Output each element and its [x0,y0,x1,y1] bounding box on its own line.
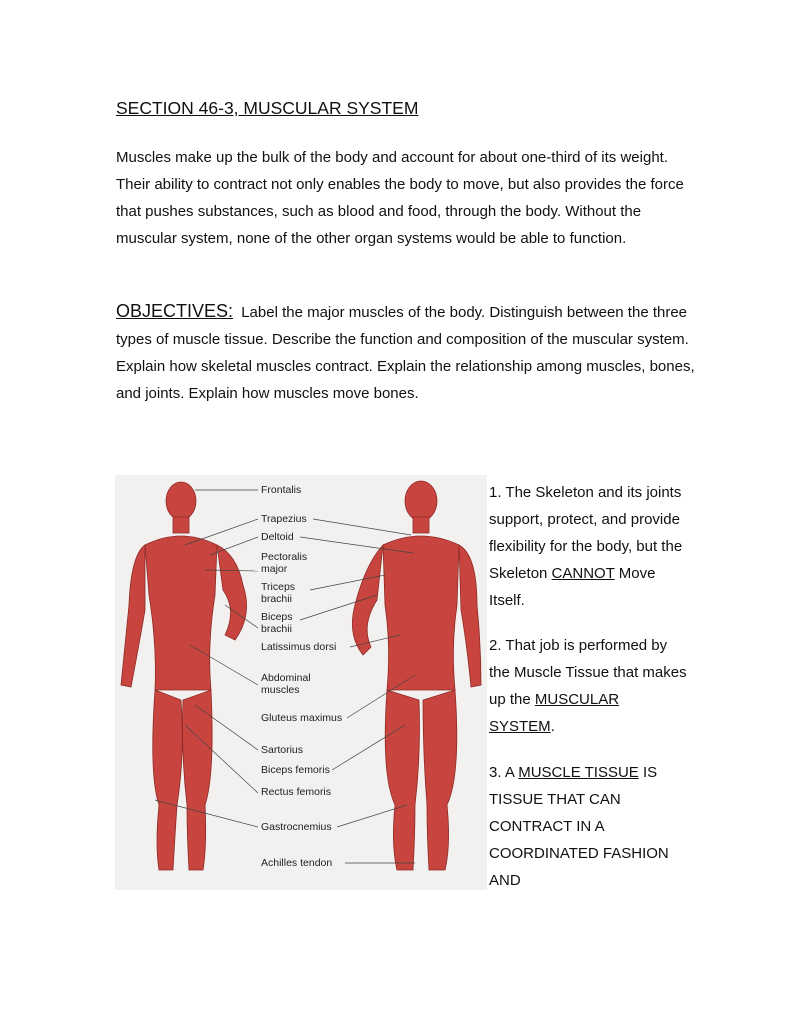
point-1-emphasis: CANNOT [551,565,615,582]
point-2 [489,632,689,740]
objectives-text: Label the major muscles of the body. Distinguish between the three types of muscle tissue. Describe the function and composition of the muscular system. Explain how skeletal muscles contract. Explain the relationship among muscles, bones, and joints. Explain how muscles move bones. [116,304,695,402]
label-abdominal-muscles: Abdominal muscles [261,672,311,696]
label-latissimus-dorsi: Latissimus dorsi [261,641,337,653]
label-gastrocnemius: Gastrocnemius [261,821,332,833]
label-biceps-femoris: Biceps femoris [261,764,330,776]
point-1-text: 1. The Skeleton and its joints support, protect, and provide flexibility for the body, but the Skeleton [489,484,683,582]
label-triceps-brachii: Triceps brachii [261,581,296,605]
label-pectoralis-major: Pectoralis major [261,551,308,575]
point-2-tail: . [550,718,555,735]
muscular-system-figure [115,475,487,890]
label-sartorius: Sartorius [261,744,304,756]
objectives-heading: OBJECTIVES: [116,301,234,321]
point-1-tail: Move Itself. [489,565,656,609]
label-rectus-femoris: Rectus femoris [261,786,332,798]
label-frontalis: Frontalis [261,484,302,496]
label-gluteus-maximus: Gluteus maximus [261,712,343,724]
label-biceps-brachii: Biceps brachii [261,611,293,635]
section-title: SECTION 46-3, MUSCULAR SYSTEM [116,98,419,118]
point-1 [489,479,689,614]
point-2-emphasis: MUSCULAR SYSTEM [489,691,620,735]
point-3-emphasis: MUSCLE TISSUE [518,764,639,781]
point-3-tail: IS TISSUE THAT CAN CONTRACT IN A COORDINATED FASHION AND [489,764,669,889]
label-deltoid: Deltoid [261,531,294,543]
label-trapezius: Trapezius [261,513,307,525]
objectives-paragraph [116,298,696,407]
point-3 [489,759,689,894]
point-2-text: 2. That job is performed by the Muscle Tissue that makes up the [489,637,687,708]
label-achilles-tendon: Achilles tendon [261,857,333,869]
intro-paragraph: Muscles make up the bulk of the body and account for about one-third of its weight. Their ability to contract not only enables the body to move, but also provides the force that pushes substances, such as blood and food, through the body. Without the muscular system, none of the other organ systems would be able to function. [116,149,684,247]
point-3-text: 3. A [489,764,519,781]
